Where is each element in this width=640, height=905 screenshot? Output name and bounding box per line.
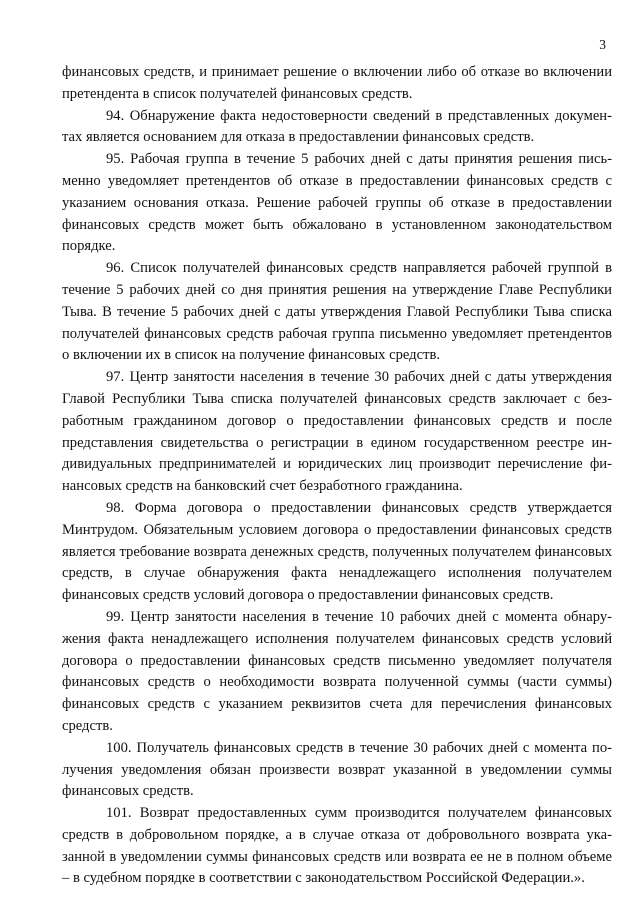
paragraph-99: 99. Центр занятости населения в течение 10 рабочих дней с момента обнаружения факта ненадлежащего исполнения получателем финансовых средств условий договора о предоставлении финансовых средств письменно уведомляет получателя финансовых средств о необходимости возврата полученной суммы (части суммы) финансовых средств с указанием реквизитов счета для перечисления финансовых средств. [62, 608, 612, 734]
paragraph-94: 94. Обнаружение факта недостоверности сведений в представленных документах является основанием для отказа в предоставлении финансовых средств. [62, 107, 612, 146]
paragraph-98: 98. Форма договора о предоставлении финансовых средств утверждается Минтрудом. Обязательным условием договора о предоставлении финансовых средств является требование возврата денежных средств, полученных получателем финансовых средств, в случае обнаружения факта ненадлежащего исполнения получателем финансовых средств условий договора о предоставлении финансовых средств. [62, 499, 612, 604]
paragraph-continuation: финансовых средств, и принимает решение о включении либо об отказе во включении претендента в список получателей финансовых средств. [62, 64, 612, 102]
page-number: 3 [599, 37, 606, 52]
paragraph-101: 101. Возврат предоставленных сумм производится получателем финансовых средств в добровольном порядке, а в случае отказа от добровольного возврата указанной в уведомлении суммы финансовых средств или возврата ее не в полном объеме – в судебном порядке в соответствии с законодательством Российской Федерации.». [62, 805, 612, 887]
paragraph-96: 96. Список получателей финансовых средств направляется рабочей группой в течение 5 рабочих дней со дня принятия решения на утверждение Главе Республики Тыва. В течение 5 рабочих дней с даты утверждения Главой Республики Тыва списка получателей финансовых средств рабочая группа письменно уведомляет претендентов о включении их в список на получение финансовых средств. [62, 260, 612, 364]
paragraph-95: 95. Рабочая группа в течение 5 рабочих дней с даты принятия решения письменно уведомляет претендентов об отказе в предоставлении финансовых средств с указанием основания отказа. Решение рабочей группы об отказе в предоставлении финансовых средств может быть обжаловано в установленном законодательством порядке. [62, 151, 612, 255]
paragraph-97: 97. Центр занятости населения в течение 30 рабочих дней с даты утверждения Главой Республики Тыва списка получателей финансовых средств заключает с безработным гражданином договор о предоставлении финансовых средств и после представления свидетельства о регистрации в едином государственном реестре индивидуальных предпринимателей и юридических лиц производит перечисление финансовых средств на банковский счет безработного гражданина. [62, 369, 612, 495]
document-body [62, 62, 612, 890]
paragraph-100: 100. Получатель финансовых средств в течение 30 рабочих дней с момента получения уведомления обязан произвести возврат указанной в уведомлении суммы финансовых средств. [62, 739, 612, 800]
